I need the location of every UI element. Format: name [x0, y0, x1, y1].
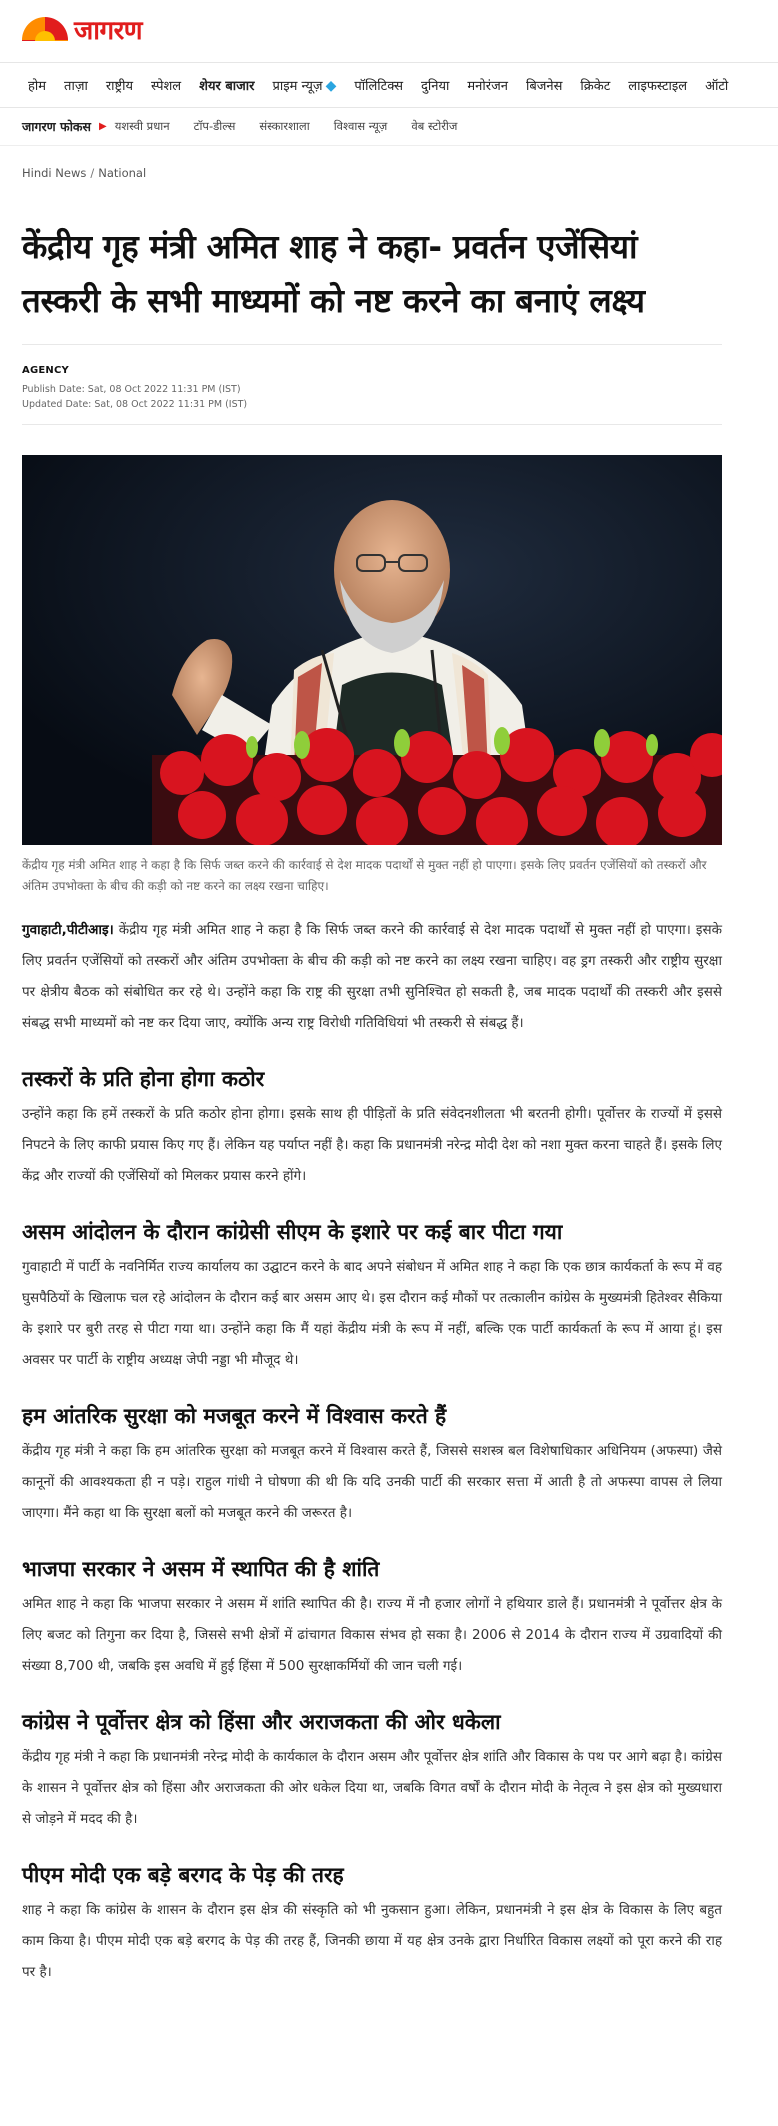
publish-date: Publish Date: Sat, 08 Oct 2022 11:31 PM (IST) — [22, 384, 241, 395]
nav-item-national[interactable]: राष्ट्रीय — [105, 79, 134, 94]
subnav-item-web-stories[interactable]: वेब स्टोरीज — [411, 119, 458, 133]
article-meta — [22, 344, 722, 425]
main-nav — [0, 62, 778, 108]
section-heading: कांग्रेस ने पूर्वोत्तर क्षेत्र को हिंसा और अराजकता की ओर धकेला — [22, 1710, 501, 1734]
section-heading: भाजपा सरकार ने असम में स्थापित की है शांति — [22, 1557, 380, 1581]
section-paragraph: अमित शाह ने कहा कि भाजपा सरकार ने असम में शांति स्थापित की है। राज्य में नौ हजार लोगों ने हथियार डाले हैं। प्रधानमंत्री ने पूर्वोत्तर क्षेत्र के लिए बजट को तिगुना कर दिया है, जिससे सभी क्षेत्रों में ढांचागत विकास संभव हो सका है। 2006 से 2014 के दौरान राज्य में उग्रवादियों की संख्या 8,700 थी, जबकि इस अवधि में हुई हिंसा में 500 सुरक्षाकर्मियों की जान चली गई। — [22, 1596, 722, 1674]
subnav-item-yashasvi[interactable]: यशस्वी प्रधान — [114, 119, 170, 133]
updated-date: Updated Date: Sat, 08 Oct 2022 11:31 PM (IST) — [22, 399, 248, 410]
section-heading: पीएम मोदी एक बड़े बरगद के पेड़ की तरह — [22, 1863, 344, 1887]
breadcrumb-home[interactable]: Hindi News — [22, 166, 87, 180]
speaker-photo-illustration — [22, 455, 722, 845]
diamond-icon: ◆ — [325, 78, 337, 94]
subnav-item-sanskarshala[interactable]: संस्कारशाला — [259, 119, 310, 133]
nav-item-latest[interactable]: ताज़ा — [64, 79, 88, 94]
section-paragraph: शाह ने कहा कि कांग्रेस के शासन के दौरान इस क्षेत्र की संस्कृति को भी नुकसान हुआ। लेकिन, प्रधानमंत्री ने इस क्षेत्र के विकास के लिए बहुत काम किया है। पीएम मोदी एक बड़े बरगद के पेड़ की तरह हैं, जिनकी छाया में यह क्षेत्र उनके द्वारा निर्धारित विकास लक्ष्यों को पूरा करने की राह पर है। — [22, 1902, 722, 1980]
section-paragraph: उन्होंने कहा कि हमें तस्करों के प्रति कठोर होना होगा। इसके साथ ही पीड़ितों के प्रति संवेदनशीलता भी बरतनी होगी। पूर्वोत्तर के राज्यों में इससे निपटने के लिए काफी प्रयास किए गए हैं। लेकिन यह पर्याप्त नहीं है। कहा कि प्रधानमंत्री नरेन्द्र मोदी देश को नशा मुक्त करना चाहते हैं। इसके लिए केंद्र और राज्यों की एजेंसियों को मिलकर प्रयास करने होंगे। — [22, 1106, 722, 1184]
sun-logo-icon — [22, 17, 68, 41]
dateline: गुवाहाटी,पीटीआइ। — [22, 922, 114, 938]
section-heading: तस्करों के प्रति होना होगा कठोर — [22, 1067, 265, 1091]
nav-item-business[interactable]: बिजनेस — [525, 79, 563, 94]
intro-text: केंद्रीय गृह मंत्री अमित शाह ने कहा है कि सिर्फ जब्त करने की कार्रवाई से देश मादक पदार्थों से मुक्त नहीं हो पाएगा। इसके लिए प्रवर्तन एजेंसियों को तस्करों और अंतिम उपभोक्ता के बीच की कड़ी को नष्ट करने का लक्ष्य रखना चाहिए। वह ड्रग तस्करी और राष्ट्रीय सुरक्षा पर क्षेत्रीय बैठक को संबोधित कर रहे थे। उन्होंने कहा कि राष्ट्र की सुरक्षा तभी सुनिश्चित हो सकती है, जब मादक पदार्थों की तस्करी और इससे संबद्ध सभी माध्यमों को नष्ट कर दिया जाए, क्योंकि अन्य राष्ट्र विरोधी गतिविधियां भी तस्करी से संबद्ध हैं। — [22, 922, 722, 1031]
nav-item-lifestyle[interactable]: लाइफस्टाइल — [628, 79, 688, 94]
nav-item-special[interactable]: स्पेशल — [151, 79, 182, 94]
focus-title[interactable]: जागरण फोकस — [22, 119, 91, 134]
subnav-item-top-deals[interactable]: टॉप-डील्स — [193, 119, 236, 133]
article-container — [22, 166, 722, 1988]
nav-item-politics[interactable]: पॉलिटिक्स — [354, 79, 403, 94]
breadcrumb-section[interactable]: National — [98, 166, 147, 180]
section-paragraph: केंद्रीय गृह मंत्री ने कहा कि हम आंतरिक सुरक्षा को मजबूत करने में विश्वास करते हैं, जिससे सशस्त्र बल विशेषाधिकार अधिनियम (अफस्पा) जैसे कानूनों की आवश्यकता ही न पड़े। राहुल गांधी ने घोषणा की थी कि यदि उनकी पार्टी की सरकार सत्ता में आती है तो अफस्पा वापस ले लिया जाएगा। मैंने कहा था कि सुरक्षा बलों को मजबूत करने की जरूरत है। — [22, 1443, 722, 1521]
site-header — [0, 0, 778, 58]
nav-item-share-market[interactable]: शेयर बाजार — [199, 79, 255, 94]
nav-item-prime-news-label: प्राइम न्यूज़ — [272, 79, 323, 94]
nav-item-entertainment[interactable]: मनोरंजन — [467, 79, 508, 94]
hero-image — [22, 455, 722, 845]
site-logo[interactable] — [22, 14, 756, 44]
focus-subnav — [0, 108, 778, 146]
intro-paragraph — [22, 915, 722, 1039]
section-paragraph: गुवाहाटी में पार्टी के नवनिर्मित राज्य कार्यालय का उद्घाटन करने के बाद अपने संबोधन में अमित शाह ने कहा कि एक छात्र कार्यकर्ता के रूप में वह घुसपैठियों के खिलाफ चल रहे आंदोलन के दौरान कई बार असम आए थे। इस दौरान कई मौकों पर तत्कालीन कांग्रेस के मुख्यमंत्री हितेश्वर सैकिया के इशारे पर बुरी तरह से पीटा गया था। उन्होंने कहा कि मैं यहां केंद्रीय मंत्री के रूप में नहीं, बल्कि एक पार्टी कार्यकर्ता के रूप में आया हूं। इस अवसर पर पार्टी के राष्ट्रीय अध्यक्ष जेपी नड्डा भी मौजूद थे। — [22, 1259, 722, 1368]
breadcrumb — [22, 166, 722, 180]
breadcrumb-separator: / — [90, 166, 95, 180]
nav-item-auto[interactable]: ऑटो — [705, 79, 729, 94]
section-paragraph: केंद्रीय गृह मंत्री ने कहा कि प्रधानमंत्री नरेन्द्र मोदी के कार्यकाल के दौरान असम और पूर्वोत्तर क्षेत्र शांति और विकास के पथ पर आगे बढ़ा है। कांग्रेस के शासन ने पूर्वोत्तर क्षेत्र को हिंसा और अराजकता की ओर धकेल दिया था, जबकि विगत वर्षों के दौरान मोदी के नेतृत्व ने इस क्षेत्र को मुख्यधारा से जोड़ने में मदद की है। — [22, 1749, 722, 1827]
nav-item-home[interactable]: होम — [28, 79, 47, 94]
article-headline: केंद्रीय गृह मंत्री अमित शाह ने कहा- प्रवर्तन एजेंसियां तस्करी के सभी माध्यमों को नष्ट करने का बनाएं लक्ष्य — [22, 227, 645, 320]
image-caption: केंद्रीय गृह मंत्री अमित शाह ने कहा है कि सिर्फ जब्त करने की कार्रवाई से देश मादक पदार्थों से मुक्त नहीं हो पाएगा। इसके लिए प्रवर्तन एजेंसियों को तस्करों और अंतिम उपभोक्ता के बीच की कड़ी को नष्ट करने का लक्ष्य रखना चाहिए। — [22, 858, 707, 893]
arrow-right-icon: ▶ — [98, 121, 107, 132]
nav-item-cricket[interactable]: क्रिकेट — [580, 79, 611, 94]
article-body — [22, 915, 722, 1988]
logo-text: जागरण — [74, 16, 143, 46]
author-name[interactable]: AGENCY — [22, 365, 69, 376]
section-heading: असम आंदोलन के दौरान कांग्रेसी सीएम के इशारे पर कई बार पीटा गया — [22, 1220, 563, 1244]
subnav-item-vishvas-news[interactable]: विश्वास न्यूज़ — [333, 119, 388, 133]
nav-item-world[interactable]: दुनिया — [421, 79, 450, 94]
section-heading: हम आंतरिक सुरक्षा को मजबूत करने में विश्वास करते हैं — [22, 1404, 447, 1428]
nav-item-prime-news[interactable] — [272, 76, 336, 94]
